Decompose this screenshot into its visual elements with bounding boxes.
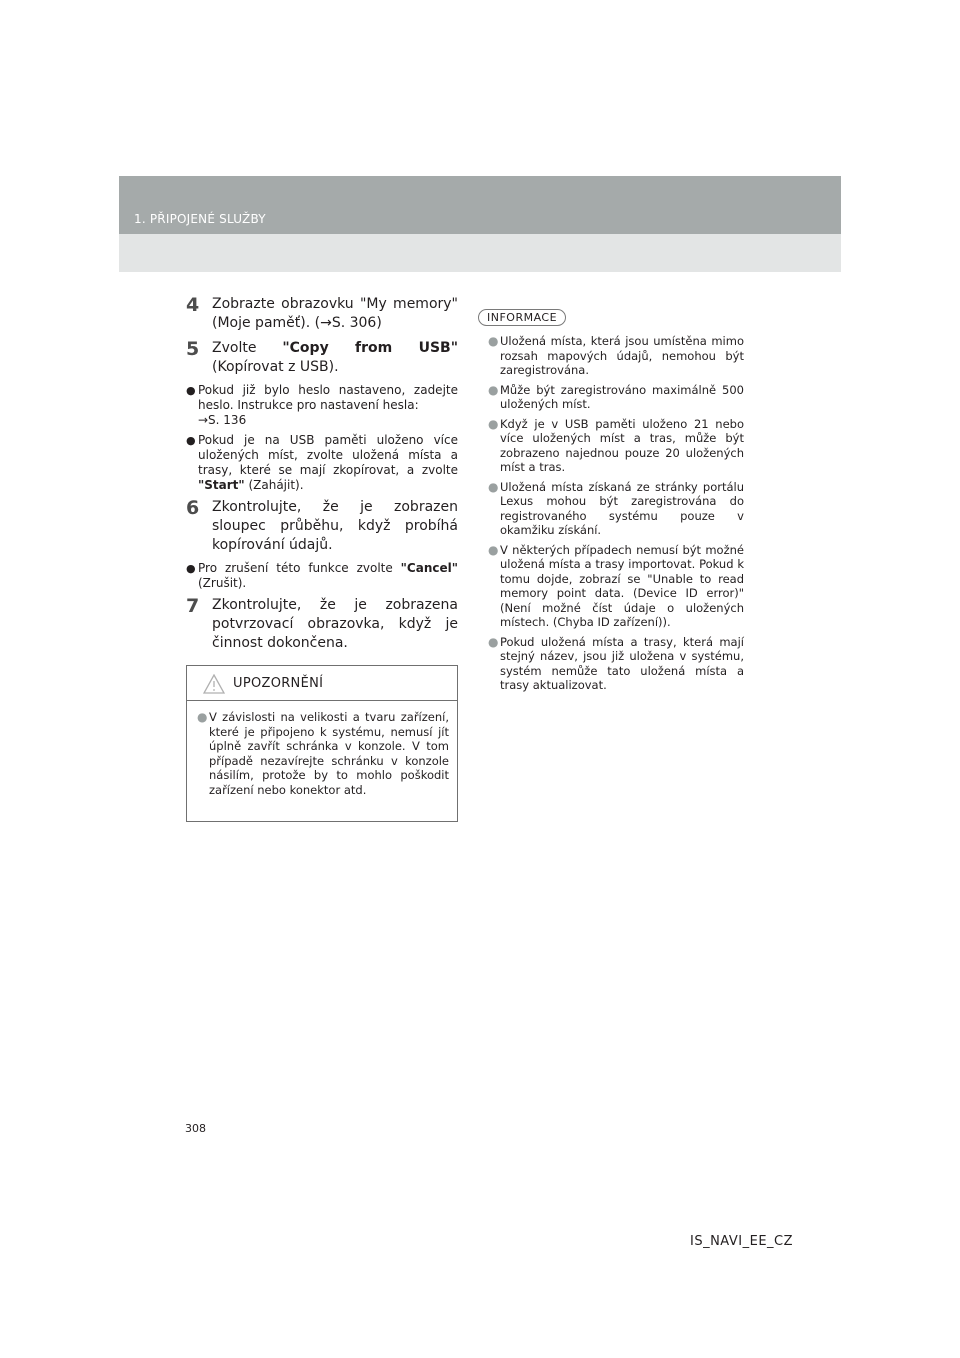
step-text: Zkontrolujte, že je zobrazena potvrzovací obrazovka, když je činnost dokončena. [212,597,458,651]
bullet-text-part: Pokud je na USB paměti uloženo více uložených míst, zvolte uložená místa a trasy, které se mají zkopírovat, a zvolte [198,433,458,477]
bullet-cancel [186,561,458,591]
caution-title: UPOZORNĚNÍ [233,676,324,691]
bullet-icon: ● [488,334,499,348]
info-item [488,334,744,378]
copy-from-usb-label: "Copy from USB" [282,340,458,356]
bullet-icon: ● [488,416,499,431]
bullet-icon: ● [488,382,499,397]
bullet-icon: ● [488,542,499,557]
step-number: 7 [186,595,200,617]
start-label: "Start" [198,478,245,492]
bullet-icon: ● [488,479,499,494]
info-text: Když je v USB paměti uloženo 21 nebo více uložených míst a tras, může být zobrazeno najednou pouze 20 uložených míst a tras. [500,416,744,474]
bullet-icon: ● [186,562,196,575]
caution-text: V závislosti na velikosti a tvaru zařízení, které je připojeno k systému, nemusí jít úplně zavřít schránka v konzole. V tom případě nezavírejte schránku v konzole násilím, protože by to mohlo poškodit zařízení nebo konektor atd. [209,710,449,797]
bullet-text-part: (Zrušit). [198,576,247,590]
step-7 [186,596,458,653]
info-item [488,383,744,412]
step-text [212,339,458,377]
step-5 [186,339,458,377]
instructions-column [186,295,458,659]
info-text: Uložená místa, která jsou umístěna mimo rozsah mapových údajů, nemohou být zaregistrována. [500,334,744,377]
bullet-text-part: Pokud již bylo heslo nastaveno, zadejte heslo. Instrukce pro nastavení hesla: [198,383,458,412]
bullet-text-part: (Zahájit). [244,478,304,492]
info-item [488,635,744,693]
info-item [488,480,744,538]
cancel-label: "Cancel" [400,561,458,575]
bullet-icon: ● [197,710,208,724]
step-text: Zkontrolujte, že je zobrazen sloupec průběhu, když probíhá kopírování údajů. [212,499,458,553]
bullet-text [198,383,458,428]
caution-header [187,666,457,701]
info-text: Pokud uložená místa a trasy, která mají stejný název, jsou již uložena v systému, systém nemůže tato uložená místa a trasy aktualizovat. [500,634,744,692]
bullet-text [198,433,458,493]
bullet-password [186,383,458,428]
document-id: IS_NAVI_EE_CZ [690,1234,794,1249]
bullet-text [198,561,458,591]
step-text: Zobrazte obrazovku "My memory" (Moje paměť). (→S. 306) [212,296,458,331]
step-text-part: Zvolte [212,340,283,356]
info-item [488,543,744,630]
info-text: Může být zaregistrováno maximálně 500 uložených míst. [500,382,744,411]
info-text: V některých případech nemusí být možné uložená místa a trasy importovat. Pokud k tomu dojde, zobrazí se "Unable to read memory point data. (Device ID error)" (Není možné číst údaje o uložených místech. (Chyba ID zařízení)). [500,542,744,629]
caution-body [197,710,449,802]
warning-triangle-icon [203,674,225,694]
section-title: 1. PŘIPOJENÉ SLUŽBY [134,212,266,226]
caution-item [197,710,449,797]
step-text-part: (Kopírovat z USB). [212,359,339,375]
bullet-start [186,433,458,493]
step-4 [186,295,458,333]
page-number: 308 [185,1122,206,1135]
info-item [488,417,744,475]
caution-box [186,665,458,822]
info-text: Uložená místa získaná ze stránky portálu Lexus mohou být zaregistrována do registrovaného systému pouze v okamžiku získání. [500,479,744,537]
step-number: 5 [186,338,200,360]
bullet-icon: ● [488,634,499,649]
step-number: 4 [186,294,200,316]
bullet-icon: ● [186,434,196,447]
bullet-text-part: Pro zrušení této funkce zvolte [198,561,401,575]
step-6 [186,498,458,555]
page-reference: →S. 136 [198,413,247,427]
step-number: 6 [186,497,200,519]
information-column [488,306,744,698]
header-subband [119,234,841,272]
bullet-icon: ● [186,384,196,397]
information-tag: INFORMACE [478,309,566,326]
